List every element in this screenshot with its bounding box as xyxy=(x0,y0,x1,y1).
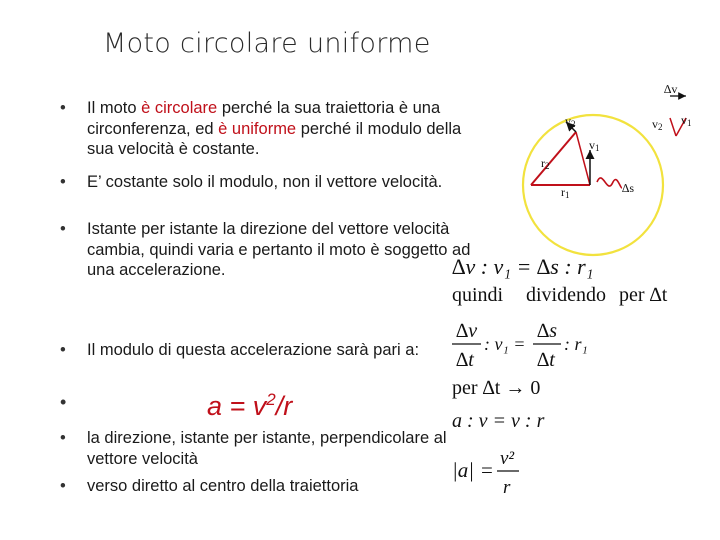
math-line-1: ∆v : v₁ = ∆s : r₁ xyxy=(452,254,594,279)
label-delta-s: ∆s xyxy=(622,181,635,195)
label-delta-v: ∆v xyxy=(664,82,678,96)
triangle-edge xyxy=(576,132,590,185)
formula-bullet: • xyxy=(60,392,67,412)
bullet-5-text: la direzione, istante per istante, perpendicolare al vettore velocità xyxy=(87,429,447,468)
delta-s-squiggle xyxy=(597,178,622,188)
bullet-2-text: E’ costante solo il modulo, non il vettore velocità. xyxy=(87,173,443,191)
math-line-2-left: quindi xyxy=(452,284,504,306)
label-v1: v1 xyxy=(589,138,600,153)
frac-1-num: ∆v xyxy=(456,320,478,342)
bullet-1-highlight-circolare: è circolare xyxy=(141,99,218,117)
math-line-2-mid: dividendo xyxy=(526,284,606,306)
label-v2: v2 xyxy=(565,114,576,129)
bullet-1-text-b: perché la sua traiettoria è una circonferenza, ed xyxy=(87,99,441,138)
radius-r2-line xyxy=(531,132,576,185)
final-abs-a: |a| xyxy=(452,458,475,482)
label-triangle-v1: v1 xyxy=(681,113,692,128)
math-line-2-right: per ∆t xyxy=(619,284,668,306)
frac-1-den: ∆t xyxy=(456,349,474,371)
final-den: r xyxy=(503,477,511,498)
label-r1: r1 xyxy=(561,185,570,200)
formula-rhs: /r xyxy=(275,391,293,421)
bullet-6-text: verso diretto al centro della traiettoria xyxy=(87,477,359,495)
label-r2: r2 xyxy=(541,156,550,171)
triangle-v2-line xyxy=(670,118,676,136)
formula-lhs: a = v xyxy=(207,391,267,421)
final-eq: = xyxy=(481,458,493,482)
final-num: v² xyxy=(500,448,515,469)
bullet-1-text-c: perché il modulo della sua velocità è costante. xyxy=(87,119,462,158)
frac-2-after: : r₁ xyxy=(564,334,588,354)
bullet-3-text: Istante per istante la direzione del vettore velocità cambia, quindi varia e pertanto il moto è soggetto ad una accelerazione. xyxy=(87,220,471,279)
label-triangle-v2: v2 xyxy=(652,117,663,132)
math-line-5: a : v = v : r xyxy=(452,410,545,432)
frac-2-den: ∆t xyxy=(537,349,555,371)
frac-1-after: : v₁ = xyxy=(484,334,526,354)
bullet-1-text-a: Il moto xyxy=(87,99,142,117)
bullet-1-highlight-uniforme: è uniforme xyxy=(218,119,297,138)
slide-title: Moto circolare uniforme xyxy=(103,28,431,59)
formula-exponent: 2 xyxy=(266,390,276,409)
math-line-4: per ∆t → 0 xyxy=(452,377,541,399)
frac-2-num: ∆s xyxy=(537,320,558,342)
bullet-4-text: Il modulo di questa accelerazione sarà pari a: xyxy=(87,341,420,359)
